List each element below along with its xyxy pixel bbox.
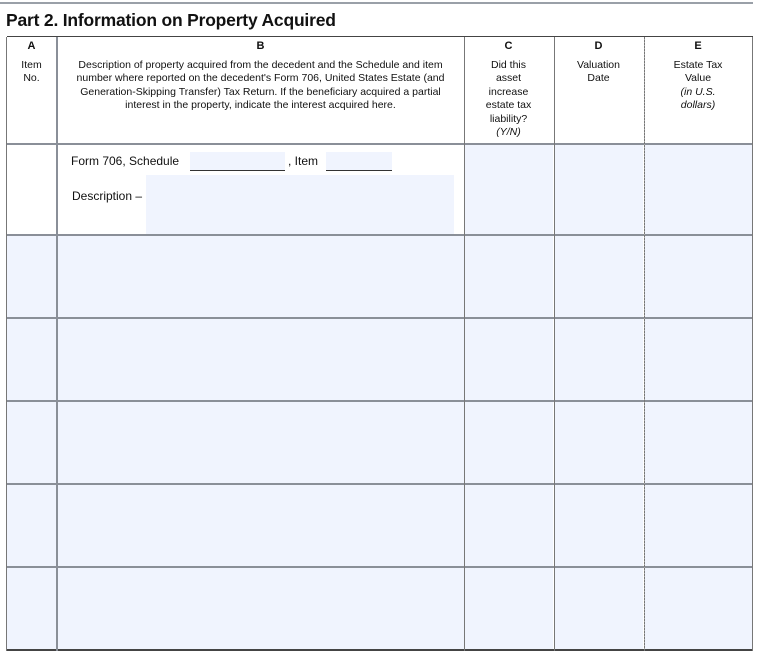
part-title: Part 2. Information on Property Acquired (6, 10, 336, 30)
table-left-border (6, 37, 7, 651)
col-c-line: estate tax (485, 99, 532, 111)
row-2-increase-liability[interactable] (465, 236, 553, 317)
col-d-line: Valuation (576, 58, 620, 71)
col-e-note: (in U.S. (680, 85, 716, 98)
row-3-estate-tax-value[interactable] (645, 319, 752, 400)
col-divider-d-e (644, 37, 645, 651)
col-e-line: Value (684, 72, 712, 84)
row-1-description-cell (57, 145, 464, 234)
col-a-line: Item (21, 58, 42, 71)
col-letter-e: E (694, 40, 702, 52)
row-3-valuation-date[interactable] (555, 319, 643, 400)
col-c-line: asset (495, 72, 522, 84)
col-a-line: No. (23, 72, 40, 84)
property-table (7, 36, 753, 650)
row-6-item-no[interactable] (7, 568, 56, 649)
header-col-e (644, 37, 752, 144)
row-3-item-no[interactable] (7, 319, 56, 400)
row-2-item-no[interactable] (7, 236, 56, 317)
col-c-line: Did this (490, 58, 526, 71)
col-letter-d: D (594, 40, 603, 52)
col-b-line: number where reported on the decedent's Form 706, United States Estate (and (76, 72, 445, 84)
row-4-estate-tax-value[interactable] (645, 402, 752, 483)
col-letter-c: C (504, 40, 513, 52)
row-1-increase-liability[interactable] (465, 145, 553, 234)
col-c-line: increase (488, 85, 529, 98)
col-divider-c-d (554, 37, 555, 651)
header-col-b (57, 37, 464, 144)
row-5-estate-tax-value[interactable] (645, 485, 752, 566)
row-6-estate-tax-value[interactable] (645, 568, 752, 649)
col-c-note: (Y/N) (496, 126, 521, 138)
row-1-item-no[interactable] (7, 145, 56, 234)
row-4-description[interactable] (58, 402, 464, 483)
col-divider-b-c (464, 37, 465, 651)
col-b-line: interest in the property, indicate the interest acquired here. (125, 99, 396, 111)
row-4-item-no[interactable] (7, 402, 56, 483)
form-706-schedule-label: Form 706, Schedule (71, 154, 180, 168)
row-6-increase-liability[interactable] (465, 568, 553, 649)
col-letter-b: B (256, 40, 265, 52)
row-5-valuation-date[interactable] (555, 485, 643, 566)
row-2-estate-tax-value[interactable] (645, 236, 752, 317)
row-6-description[interactable] (58, 568, 464, 649)
header-col-c (464, 37, 553, 144)
header-col-a (7, 37, 56, 144)
col-b-line: Generation-Skipping Transfer) Tax Return. If the beneficiary acquired a partial (80, 85, 441, 98)
item-label: , Item (288, 154, 319, 168)
col-d-line: Date (587, 72, 610, 84)
col-c-line: liability? (489, 112, 528, 125)
col-divider-a-b (56, 37, 58, 651)
col-letter-a: A (27, 40, 36, 52)
description-label: Description – (72, 189, 143, 203)
table-right-border (752, 37, 753, 651)
item-input[interactable] (326, 152, 392, 171)
col-b-line: Description of property acquired from the decedent and the Schedule and item (78, 58, 443, 71)
top-rule (0, 2, 753, 4)
description-input[interactable] (146, 175, 454, 234)
col-e-line: Estate Tax (673, 58, 723, 71)
row-3-description[interactable] (58, 319, 464, 400)
row-5-increase-liability[interactable] (465, 485, 553, 566)
col-e-note: dollars) (680, 99, 716, 111)
header-col-d (554, 37, 643, 144)
row-3-increase-liability[interactable] (465, 319, 553, 400)
row-6-valuation-date[interactable] (555, 568, 643, 649)
table-bottom-border (7, 649, 753, 651)
row-2-valuation-date[interactable] (555, 236, 643, 317)
row-1-estate-tax-value[interactable] (645, 145, 752, 234)
row-5-description[interactable] (58, 485, 464, 566)
row-1-valuation-date[interactable] (555, 145, 643, 234)
row-4-valuation-date[interactable] (555, 402, 643, 483)
schedule-input[interactable] (190, 152, 285, 171)
row-4-increase-liability[interactable] (465, 402, 553, 483)
row-2-description[interactable] (58, 236, 464, 317)
row-5-item-no[interactable] (7, 485, 56, 566)
